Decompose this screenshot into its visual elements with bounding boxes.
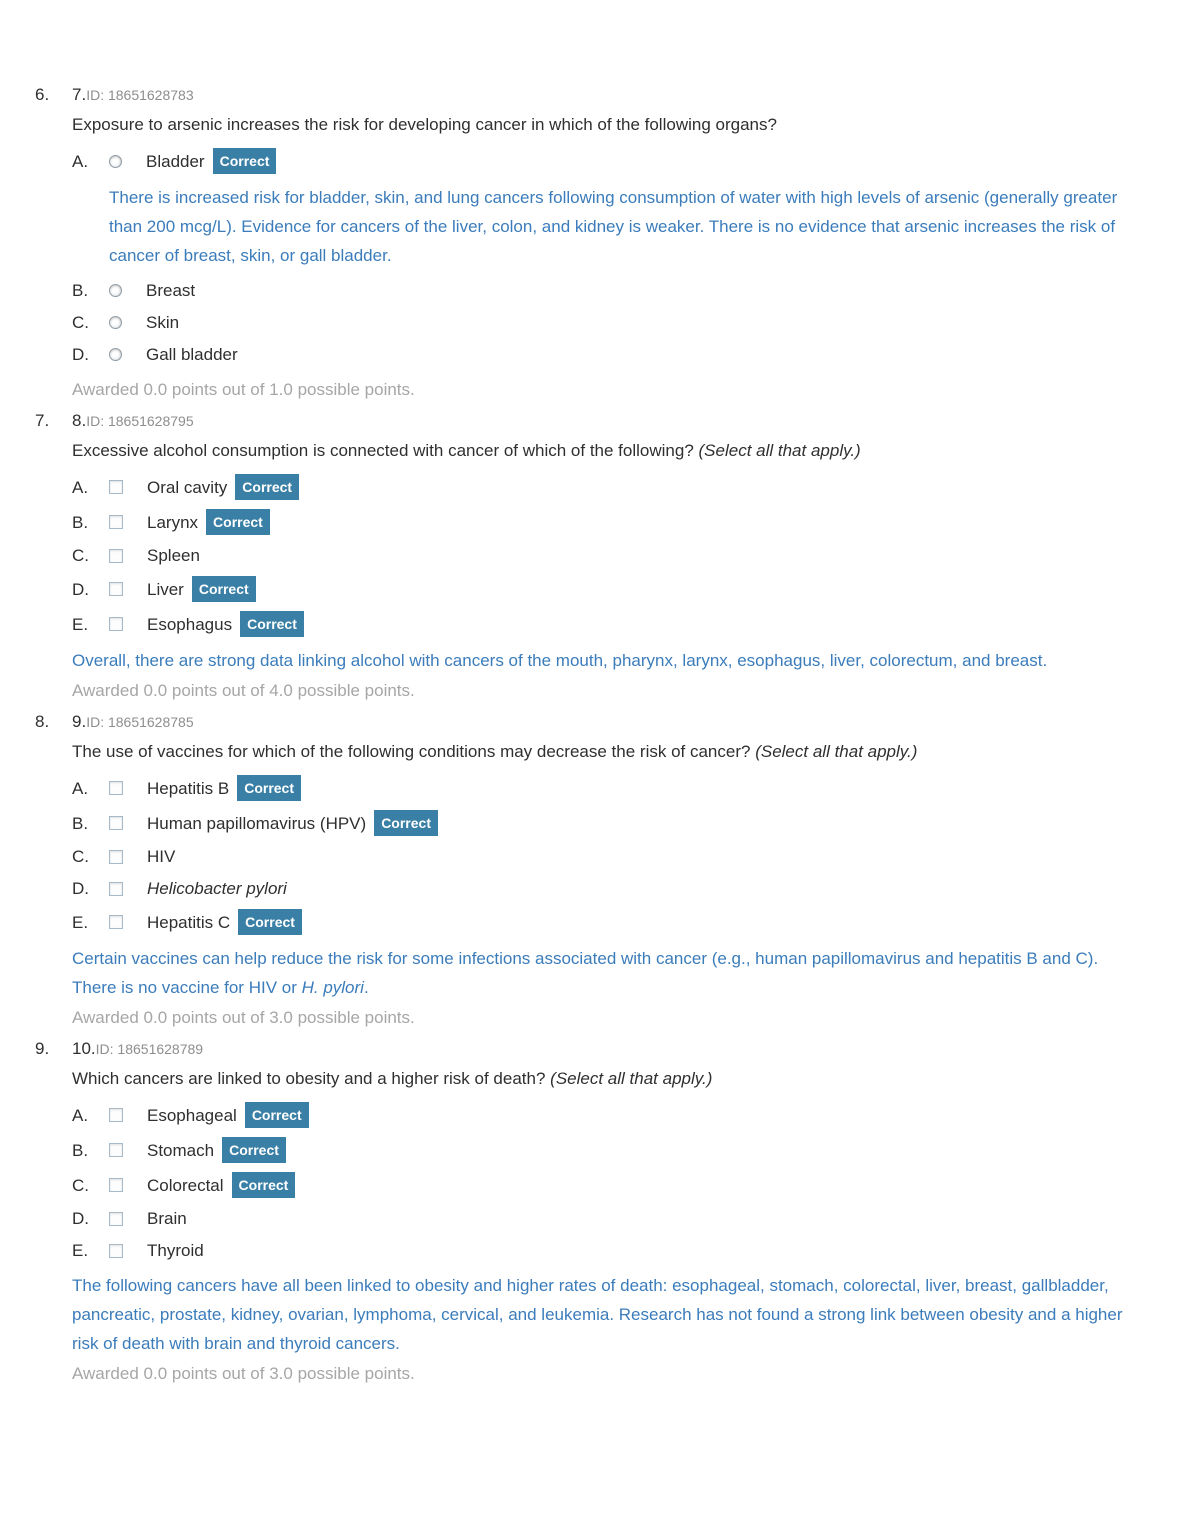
checkbox[interactable]: [109, 1212, 123, 1226]
checkbox[interactable]: [109, 1178, 123, 1192]
question-text: [72, 1064, 1132, 1093]
checkbox[interactable]: [109, 1143, 123, 1157]
question-body: [72, 1034, 1132, 1388]
answer-option: [72, 1102, 1132, 1128]
option-letter: B.: [72, 281, 89, 300]
question-inner-number: 7.: [72, 85, 87, 104]
radio-button[interactable]: [109, 348, 122, 361]
option-label: Hepatitis C: [147, 912, 231, 932]
answer-option: [72, 611, 1132, 637]
option-letter: C.: [72, 847, 89, 866]
question-6: [35, 80, 1132, 404]
question-id-line: [72, 1034, 1132, 1064]
option-label: Bladder: [146, 151, 205, 171]
awarded-points: Awarded 0.0 points out of 3.0 possible points.: [72, 1364, 415, 1383]
checkbox[interactable]: [109, 781, 123, 795]
answer-option: [72, 148, 1132, 174]
checkbox[interactable]: [109, 1244, 123, 1258]
correct-badge: Correct: [192, 576, 256, 602]
question-id-line: [72, 707, 1132, 737]
radio-button[interactable]: [109, 284, 122, 297]
option-letter: A.: [72, 477, 89, 497]
correct-badge: Correct: [238, 909, 302, 935]
option-letter: C.: [72, 1175, 89, 1195]
option-letter: B.: [72, 1140, 89, 1160]
question-inner-number: 8.: [72, 411, 87, 430]
checkbox[interactable]: [109, 1108, 123, 1122]
question-id: ID: 18651628789: [95, 1041, 204, 1057]
answer-option: [72, 845, 1132, 868]
option-letter: D.: [72, 879, 89, 898]
option-label: Skin: [146, 313, 180, 332]
correct-badge: Correct: [232, 1172, 296, 1198]
option-label: HIV: [147, 847, 176, 866]
question-inner-number: 10.: [72, 1039, 96, 1058]
checkbox[interactable]: [109, 515, 123, 529]
question-text-main: Excessive alcohol consumption is connected with cancer of which of the following?: [72, 441, 694, 460]
option-letter: A.: [72, 1105, 89, 1125]
question-id-line: [72, 80, 1132, 110]
option-label: Breast: [146, 281, 196, 300]
answer-option: [72, 909, 1132, 935]
checkbox[interactable]: [109, 582, 123, 596]
select-all-note: (Select all that apply.): [550, 1069, 713, 1088]
option-letter: D.: [72, 1209, 89, 1228]
option-label: Esophageal: [147, 1105, 237, 1125]
option-label: Esophagus: [147, 614, 233, 634]
question-body: [72, 80, 1132, 404]
answer-option: [72, 1137, 1132, 1163]
option-label: Gall bladder: [146, 345, 238, 364]
question-explanation: [72, 944, 1130, 1002]
checkbox[interactable]: [109, 617, 123, 631]
awarded-points: Awarded 0.0 points out of 3.0 possible points.: [72, 1008, 415, 1027]
question-body: [72, 406, 1132, 705]
option-letter: E.: [72, 912, 89, 932]
question-text: [72, 436, 1132, 465]
question-body: [72, 707, 1132, 1032]
question-text-main: Which cancers are linked to obesity and a higher risk of death?: [72, 1069, 546, 1088]
question-text-main: The use of vaccines for which of the following conditions may decrease the risk of cancer?: [72, 742, 751, 761]
answer-option: [72, 1207, 1132, 1230]
question-id-line: [72, 406, 1132, 436]
checkbox[interactable]: [109, 549, 123, 563]
option-letter: A.: [72, 778, 89, 798]
answer-option: [72, 544, 1132, 567]
explanation-part: .: [363, 978, 369, 997]
awarded-points: Awarded 0.0 points out of 1.0 possible points.: [72, 380, 415, 399]
option-label: Colorectal: [147, 1175, 224, 1195]
radio-button[interactable]: [109, 155, 122, 168]
explanation-italic-part: H. pylori: [301, 978, 364, 997]
question-id: ID: 18651628783: [86, 87, 194, 103]
checkbox[interactable]: [109, 882, 123, 896]
option-letter: C.: [72, 313, 89, 332]
explanation-part: Certain vaccines can help reduce the risk for some infections associated with cancer (e.g., human papillomavirus and hepatitis B and C). There is no vaccine for HIV or: [72, 949, 1099, 997]
option-letter: D.: [72, 579, 89, 599]
option-letter: D.: [72, 345, 89, 364]
option-label: Oral cavity: [147, 477, 228, 497]
option-letter: E.: [72, 1241, 89, 1260]
correct-badge: Correct: [206, 509, 270, 535]
answer-option: [72, 1172, 1132, 1198]
correct-badge: Correct: [213, 148, 277, 174]
option-letter: E.: [72, 614, 89, 634]
radio-button[interactable]: [109, 316, 122, 329]
option-label: Helicobacter pylori: [147, 879, 287, 898]
checkbox[interactable]: [109, 915, 123, 929]
question-9: [35, 1034, 1132, 1388]
answer-option: [72, 810, 1132, 836]
question-id: ID: 18651628795: [86, 413, 194, 429]
question-outer-number: 8.: [35, 712, 50, 731]
option-label: Larynx: [147, 512, 199, 532]
correct-badge: Correct: [240, 611, 304, 637]
answer-option: [72, 311, 1132, 334]
option-label: Hepatitis B: [147, 778, 230, 798]
answer-option: [72, 509, 1132, 535]
option-label: Thyroid: [147, 1241, 204, 1260]
select-all-note: (Select all that apply.): [755, 742, 918, 761]
question-outer-number: 9.: [35, 1039, 50, 1058]
option-letter: B.: [72, 512, 89, 532]
checkbox[interactable]: [109, 480, 123, 494]
answer-option: [72, 1239, 1132, 1262]
answer-option: [72, 576, 1132, 602]
question-explanation: Overall, there are strong data linking alcohol with cancers of the mouth, pharynx, larynx, esophagus, liver, colorectum, and breast.: [72, 651, 1048, 670]
answer-option: [72, 474, 1132, 500]
option-letter: B.: [72, 813, 89, 833]
awarded-points: Awarded 0.0 points out of 4.0 possible points.: [72, 681, 415, 700]
option-letter: A.: [72, 151, 89, 171]
question-inner-number: 9.: [72, 712, 87, 731]
correct-badge: Correct: [235, 474, 299, 500]
option-label: Human papillomavirus (HPV): [147, 813, 367, 833]
answer-option: [72, 877, 1132, 900]
checkbox[interactable]: [109, 850, 123, 864]
answer-option: [72, 775, 1132, 801]
question-outer-number: 6.: [35, 85, 50, 104]
question-outer-number: 7.: [35, 411, 50, 430]
select-all-note: (Select all that apply.): [698, 441, 861, 460]
correct-badge: Correct: [374, 810, 438, 836]
option-label: Spleen: [147, 546, 200, 565]
question-7: [35, 406, 1132, 705]
question-explanation: The following cancers have all been linked to obesity and higher rates of death: esophageal, stomach, colorectal, liver, breast, gallbladder, pancreatic, prostate, kidney, ovarian, lymphoma, cervical, and leukemia. Research has not found a strong link between obesity and a higher risk of death with brain and thyroid cancers.: [72, 1276, 1123, 1353]
option-label: Liver: [147, 579, 184, 599]
correct-badge: Correct: [222, 1137, 286, 1163]
correct-badge: Correct: [237, 775, 301, 801]
option-explanation: There is increased risk for bladder, skin, and lung cancers following consumption of water with high levels of arsenic (generally greater than 200 mcg/L). Evidence for cancers of the liver, colon, and kidney is weaker. There is no evidence that arsenic increases the risk of cancer of breast, skin, or gall bladder.: [109, 188, 1118, 265]
question-id: ID: 18651628785: [86, 714, 194, 730]
answer-option: [72, 343, 1132, 366]
answer-option: [72, 279, 1132, 302]
option-label: Brain: [147, 1209, 187, 1228]
option-letter: C.: [72, 546, 89, 565]
checkbox[interactable]: [109, 816, 123, 830]
correct-badge: Correct: [245, 1102, 309, 1128]
question-text-main: Exposure to arsenic increases the risk for developing cancer in which of the following organs?: [72, 115, 777, 134]
option-label: Stomach: [147, 1140, 215, 1160]
question-text: [72, 110, 1132, 139]
question-text: [72, 737, 1132, 766]
question-8: [35, 707, 1132, 1032]
